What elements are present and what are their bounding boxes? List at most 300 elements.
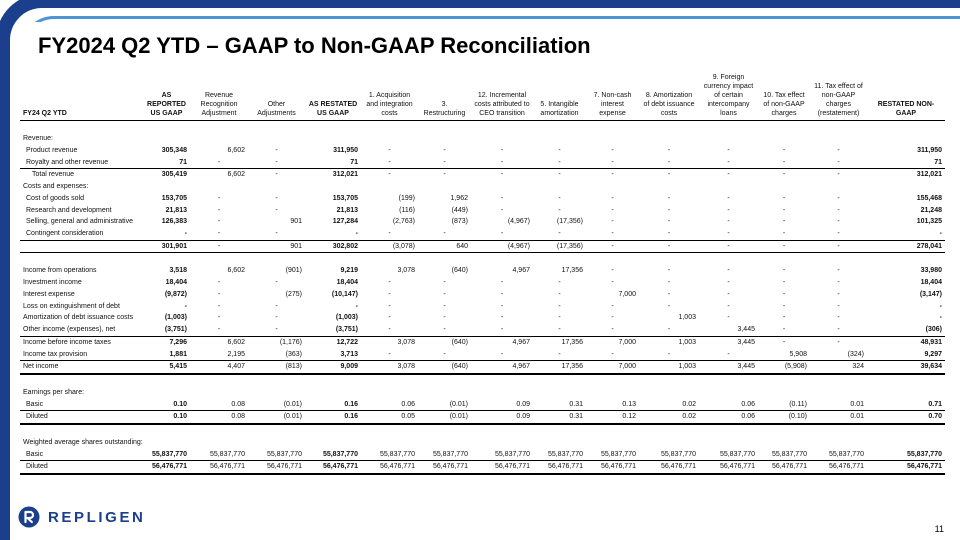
row-label: Selling, general and administrative [26, 218, 134, 226]
table-cell [418, 181, 471, 193]
table-cell: 55,837,770 [209, 450, 245, 458]
table-cell: - [275, 158, 278, 166]
table-cell: - [939, 314, 942, 322]
table-cell [586, 387, 639, 399]
table-cell [533, 181, 586, 193]
table-row [20, 277, 945, 289]
table-cell: - [667, 206, 671, 214]
table-cell: - [388, 279, 391, 287]
table-cell: 7,000 [586, 361, 639, 374]
table-cell: (0.10) [758, 411, 810, 424]
table-cell: 56,476,771 [586, 461, 639, 474]
table-cell: - [782, 206, 786, 214]
table-cell: - [837, 314, 840, 322]
table-cell [190, 387, 248, 399]
table-cell: - [275, 230, 278, 238]
table-cell: 39,634 [867, 361, 945, 374]
table-cell: - [837, 218, 840, 226]
table-cell [699, 181, 758, 193]
table-cell [190, 133, 248, 145]
table-cell: - [558, 326, 561, 334]
table-cell: 1,003 [639, 361, 699, 374]
table-cell: 302,802 [305, 240, 361, 253]
row-label: Product revenue [26, 146, 78, 154]
table-cell: - [667, 218, 671, 226]
table-cell: 17,356 [533, 361, 586, 374]
table-cell [305, 387, 361, 399]
table-cell: - [558, 206, 561, 214]
table-cell: 18,404 [336, 279, 358, 287]
table-cell: - [558, 290, 561, 298]
table-cell: - [558, 146, 561, 154]
table-cell: 21,248 [920, 206, 942, 214]
table-row [20, 437, 945, 449]
table-cell [586, 133, 639, 145]
table-cell: 311,950 [917, 146, 942, 154]
table-cell: 55,837,770 [151, 450, 187, 458]
table-cell: 901 [290, 218, 302, 226]
table-cell: 126,383 [161, 218, 187, 226]
table-cell: - [217, 302, 221, 310]
table-cell: (17,356) [533, 240, 586, 253]
table-cell: 4,967 [471, 361, 533, 374]
table-cell: 3,713 [340, 350, 358, 358]
table-cell: - [939, 302, 942, 310]
table-cell: (5,908) [758, 361, 810, 374]
table-row [20, 312, 945, 324]
table-cell [361, 387, 418, 399]
table-cell: - [727, 267, 730, 275]
table-cell: 55,837,770 [660, 450, 696, 458]
table-cell: - [500, 326, 504, 334]
table-cell: 0.08 [190, 411, 248, 424]
table-cell: 0.02 [682, 400, 696, 408]
row-label: Diluted [20, 461, 143, 474]
table-cell [248, 181, 305, 193]
table-row [20, 169, 945, 181]
table-cell [533, 387, 586, 399]
spacer-row [20, 374, 945, 387]
table-cell: 3,078 [361, 361, 418, 374]
table-cell: - [217, 194, 221, 202]
table-cell: - [388, 326, 391, 334]
table-cell: - [443, 279, 446, 287]
table-cell: (324) [847, 350, 864, 358]
table-cell: 0.06 [401, 400, 415, 408]
table-cell: - [611, 218, 614, 226]
table-cell: 3,078 [397, 267, 415, 275]
column-header: Other Adjustments [248, 69, 305, 121]
column-header: 1. Acquisition and integration costs [361, 69, 418, 121]
table-cell: 0.12 [586, 411, 639, 424]
table-cell: 901 [248, 240, 305, 253]
table-cell: 3,445 [699, 361, 758, 374]
reconciliation-table [20, 69, 945, 475]
table-row [20, 181, 945, 193]
table-cell: - [558, 314, 561, 322]
table-cell: 7,296 [143, 336, 190, 348]
table-cell: - [611, 206, 614, 214]
table-cell: (17,356) [556, 218, 583, 226]
table-cell: - [558, 302, 561, 310]
table-cell: 55,837,770 [600, 450, 636, 458]
row-label: Amortization of debt issuance costs [23, 314, 134, 322]
table-cell [143, 181, 190, 193]
table-cell: - [355, 302, 358, 310]
table-cell [810, 133, 867, 145]
table-cell: (873) [451, 218, 468, 226]
table-cell [305, 133, 361, 145]
table-cell: 0.02 [639, 411, 699, 424]
table-cell: (306) [925, 326, 942, 334]
table-cell: - [388, 146, 391, 154]
table-cell: 48,931 [867, 336, 945, 348]
table-cell: - [443, 314, 446, 322]
row-label: Net income [20, 361, 143, 374]
table-cell: - [611, 230, 614, 238]
table-cell: - [667, 302, 671, 310]
table-cell: 0.31 [569, 400, 583, 408]
table-cell: - [443, 158, 446, 166]
table-cell: - [727, 279, 730, 287]
table-cell: (363) [285, 350, 302, 358]
table-cell: - [810, 336, 867, 348]
table-cell: - [667, 146, 671, 154]
table-cell: - [667, 267, 671, 275]
table-cell: - [190, 240, 248, 253]
table-cell: - [533, 169, 586, 181]
table-cell: 7,000 [586, 336, 639, 348]
table-cell: 305,419 [143, 169, 190, 181]
table-cell: - [837, 146, 840, 154]
table-cell [305, 437, 361, 449]
table-cell: - [810, 169, 867, 181]
column-header: FY24 Q2 YTD [20, 69, 143, 121]
table-cell: 2,195 [227, 350, 245, 358]
spacer-row [20, 121, 945, 133]
table-cell: - [727, 218, 730, 226]
table-cell: - [611, 314, 614, 322]
table-cell: 55,837,770 [379, 450, 415, 458]
row-label: Basic [26, 450, 44, 458]
column-header: 9. Foreign currency impact of certain intercompany loans [699, 69, 758, 121]
table-cell [361, 133, 418, 145]
table-cell: - [782, 218, 786, 226]
table-cell: - [667, 194, 671, 202]
table-cell: 56,476,771 [361, 461, 418, 474]
table-cell [190, 437, 248, 449]
table-cell: 9,009 [305, 361, 361, 374]
table-cell: - [500, 206, 504, 214]
table-cell: 56,476,771 [533, 461, 586, 474]
table-cell [867, 133, 945, 145]
table-cell: - [275, 194, 278, 202]
table-cell: 56,476,771 [248, 461, 305, 474]
row-label: Income from operations [23, 267, 97, 275]
table-cell: - [471, 169, 533, 181]
table-cell [190, 181, 248, 193]
table-cell: 0.06 [699, 411, 758, 424]
table-cell: - [837, 302, 840, 310]
table-cell: 1,003 [678, 314, 696, 322]
row-label: Other income (expenses), net [23, 326, 116, 334]
table-cell: 56,476,771 [867, 461, 945, 474]
table-cell [471, 437, 533, 449]
table-cell: - [388, 302, 391, 310]
table-cell: - [184, 302, 187, 310]
table-cell: 56,476,771 [471, 461, 533, 474]
table-cell [533, 133, 586, 145]
table-cell: (640) [418, 336, 471, 348]
table-cell: (813) [248, 361, 305, 374]
table-row [20, 204, 945, 216]
table-cell: - [275, 326, 278, 334]
table-cell [810, 181, 867, 193]
table-row [20, 145, 945, 157]
table-cell: 153,705 [161, 194, 187, 202]
table-cell: - [388, 350, 391, 358]
row-label: Income before income taxes [20, 336, 143, 348]
table-cell: 324 [810, 361, 867, 374]
table-cell: - [837, 326, 840, 334]
table-cell: - [837, 267, 840, 275]
page-number: 11 [934, 524, 944, 534]
table-cell: (0.01) [248, 411, 305, 424]
table-cell: - [275, 314, 278, 322]
table-cell: - [586, 240, 639, 253]
table-cell: 0.01 [850, 400, 864, 408]
table-cell: 56,476,771 [639, 461, 699, 474]
spacer-row [20, 424, 945, 437]
table-cell [305, 181, 361, 193]
table-cell: (4,967) [471, 240, 533, 253]
table-cell: - [248, 169, 305, 181]
table-cell: 3,445 [737, 326, 755, 334]
table-cell [143, 133, 190, 145]
table-cell: 17,356 [561, 267, 583, 275]
table-cell: (3,078) [361, 240, 418, 253]
table-row [20, 216, 945, 228]
brand-logo [18, 506, 145, 528]
table-cell: 0.70 [867, 411, 945, 424]
table-cell: - [837, 230, 840, 238]
table-cell: 0.13 [622, 400, 636, 408]
table-cell: 0.05 [361, 411, 418, 424]
table-cell: 55,837,770 [771, 450, 807, 458]
table-cell: 56,476,771 [418, 461, 471, 474]
table-cell: 0.09 [471, 411, 533, 424]
table-row [20, 240, 945, 253]
table-cell: - [388, 290, 391, 298]
table-cell: - [639, 240, 699, 253]
table-cell: 0.10 [173, 400, 187, 408]
table-cell: - [782, 290, 786, 298]
table-cell: (449) [451, 206, 468, 214]
table-cell [533, 437, 586, 449]
table-row [20, 324, 945, 336]
table-cell: 4,967 [512, 267, 530, 275]
table-cell: - [782, 279, 786, 287]
table-cell [418, 437, 471, 449]
row-label: Income tax provision [23, 350, 88, 358]
row-label: Total revenue [20, 169, 143, 181]
table-cell: - [217, 290, 221, 298]
table-row [20, 398, 945, 410]
table-cell: - [837, 158, 840, 166]
table-cell: (0.11) [789, 400, 807, 408]
table-cell: 71 [350, 158, 358, 166]
table-cell [639, 387, 699, 399]
table-cell: 71 [179, 158, 187, 166]
table-cell: - [810, 240, 867, 253]
table-cell: - [500, 230, 504, 238]
row-label: Diluted [20, 411, 143, 424]
table-cell: 153,705 [332, 194, 358, 202]
table-cell: - [611, 267, 614, 275]
table-cell: - [217, 158, 221, 166]
table-cell: (640) [418, 361, 471, 374]
column-header: AS RESTATED US GAAP [305, 69, 361, 121]
table-cell: - [500, 194, 504, 202]
table-cell [639, 437, 699, 449]
table-cell: - [388, 158, 391, 166]
table-cell: - [500, 279, 504, 287]
table-cell: (9,872) [164, 290, 187, 298]
table-cell: 71 [934, 158, 942, 166]
table-cell: - [443, 302, 446, 310]
table-cell: (1,003) [335, 314, 358, 322]
table-cell: - [782, 267, 786, 275]
table-cell: 55,837,770 [719, 450, 755, 458]
table-cell: 55,837,770 [322, 450, 358, 458]
table-cell: - [727, 158, 730, 166]
table-cell: 6,602 [227, 267, 245, 275]
table-header-row [20, 69, 945, 121]
table-cell: (2,763) [392, 218, 415, 226]
table-cell: 312,021 [867, 169, 945, 181]
table-cell: - [837, 206, 840, 214]
table-cell: - [586, 169, 639, 181]
table-row [20, 265, 945, 277]
table-cell: 305,348 [161, 146, 187, 154]
table-cell [867, 181, 945, 193]
table-row [20, 361, 945, 374]
table-cell [471, 387, 533, 399]
table-cell: 5,908 [789, 350, 807, 358]
table-cell [248, 387, 305, 399]
table-cell: - [217, 218, 221, 226]
table-cell: - [837, 194, 840, 202]
table-cell: 155,468 [916, 194, 942, 202]
table-cell [586, 437, 639, 449]
row-label: Revenue: [23, 135, 53, 143]
table-cell: 0.08 [231, 400, 245, 408]
table-cell: (199) [398, 194, 415, 202]
row-label: Loss on extinguishment of debt [23, 302, 120, 310]
table-cell: 278,041 [867, 240, 945, 253]
table-row [20, 300, 945, 312]
table-cell: - [443, 326, 446, 334]
table-cell [361, 181, 418, 193]
table-cell: (1,003) [164, 314, 187, 322]
table-cell: (0.01) [449, 400, 468, 408]
table-cell: 55,837,770 [494, 450, 530, 458]
table-cell: (901) [285, 267, 302, 275]
table-cell: 56,476,771 [143, 461, 190, 474]
table-cell: 12,722 [305, 336, 361, 348]
table-cell: 301,901 [143, 240, 190, 253]
table-cell: 3,518 [169, 267, 187, 275]
row-label: Costs and expenses: [23, 183, 89, 191]
repligen-logo-icon [18, 506, 40, 528]
table-row [20, 461, 945, 474]
table-cell: - [611, 302, 614, 310]
table-cell: 1,962 [450, 194, 468, 202]
table-cell: - [667, 290, 671, 298]
table-cell: 0.06 [741, 400, 755, 408]
table-cell: 3,445 [699, 336, 758, 348]
table-cell: - [355, 230, 358, 238]
brand-name: REPLIGEN [48, 508, 146, 526]
row-label: Investment income [23, 279, 82, 287]
table-cell: - [939, 230, 942, 238]
table-row [20, 348, 945, 360]
table-cell: - [275, 206, 278, 214]
table-cell: - [500, 290, 504, 298]
table-cell: 3,078 [361, 336, 418, 348]
table-cell: 56,476,771 [810, 461, 867, 474]
table-cell: - [758, 336, 810, 348]
table-cell: - [217, 230, 221, 238]
table-cell: - [184, 230, 187, 238]
row-label: Interest expense [23, 290, 75, 298]
table-row [20, 387, 945, 399]
column-header: 7. Non-cash interest expense [586, 69, 639, 121]
table-cell: - [667, 350, 671, 358]
table-cell: - [727, 230, 730, 238]
table-cell [418, 387, 471, 399]
table-cell [699, 387, 758, 399]
spacer-row [20, 253, 945, 265]
table-cell: - [558, 279, 561, 287]
table-cell: - [558, 158, 561, 166]
table-cell: - [782, 194, 786, 202]
table-cell: - [611, 326, 614, 334]
table-cell [867, 437, 945, 449]
table-row [20, 228, 945, 240]
table-cell: 1,881 [169, 350, 187, 358]
table-row [20, 411, 945, 424]
table-row [20, 133, 945, 145]
column-header: 12. Incremental costs attributed to CEO transition [471, 69, 533, 121]
table-cell: - [837, 279, 840, 287]
table-cell: - [611, 350, 614, 358]
table-cell: 9,219 [340, 267, 358, 275]
table-cell: (4,967) [507, 218, 530, 226]
table-cell: 18,404 [920, 279, 942, 287]
column-header: 10. Tax effect of non-GAAP charges [758, 69, 810, 121]
table-cell: - [758, 169, 810, 181]
table-row [20, 289, 945, 301]
table-cell [758, 387, 810, 399]
table-cell: - [217, 314, 221, 322]
table-cell: 6,602 [227, 146, 245, 154]
table-row [20, 336, 945, 348]
table-cell: - [667, 230, 671, 238]
table-cell: - [782, 302, 786, 310]
table-cell: - [727, 194, 730, 202]
column-header: 3. Restructuring [418, 69, 471, 121]
